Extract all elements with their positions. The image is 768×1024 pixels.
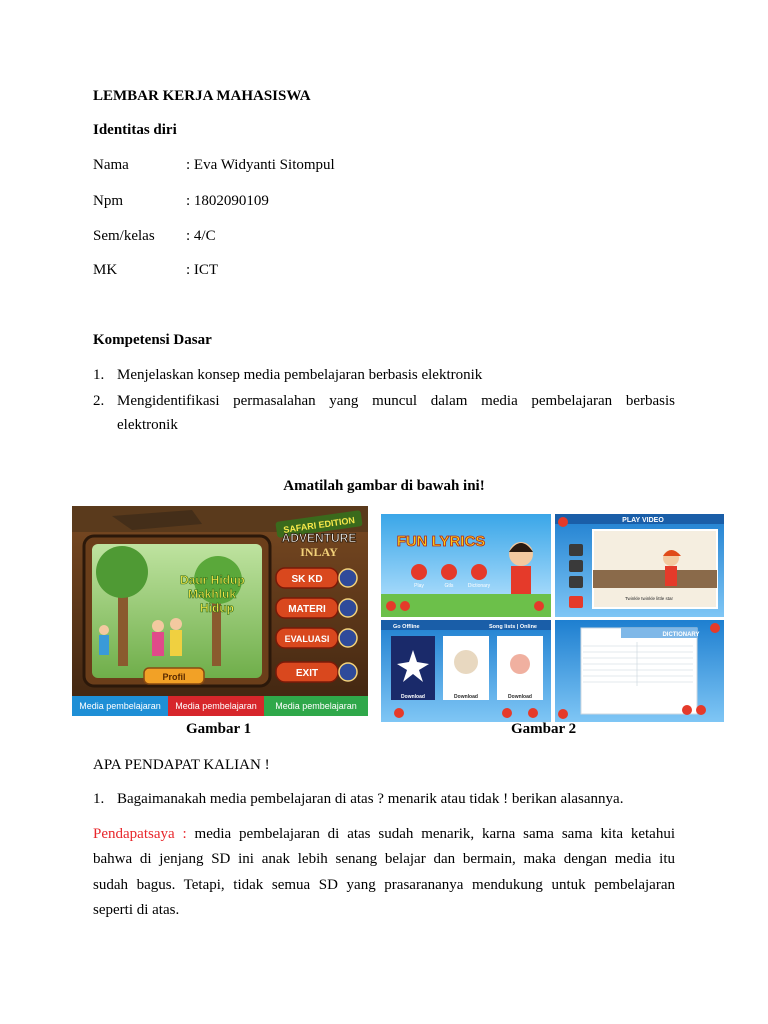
figure-2-illustration (381, 514, 724, 722)
figure-2-p3-tab-offline: Go Offline (393, 624, 420, 630)
identity-label-mk: MK (93, 262, 118, 278)
identity-value-nama: : Eva Widyanti Sitompul (186, 157, 335, 173)
kompetensi-text-2-line2: elektronik (117, 417, 178, 433)
question-title: APA PENDAPAT KALIAN ! (93, 757, 270, 773)
figure-2-p3-card-1: Download (401, 694, 425, 700)
figure-2-p1-btn-play: Play (414, 583, 424, 589)
figure-1-logo-sub: INLAY (300, 545, 338, 559)
identity-label-kelas: Sem/kelas (93, 228, 155, 244)
figure-2-panel-play-video (555, 514, 724, 617)
document-heading: LEMBAR KERJA MAHASISWA (93, 88, 311, 104)
figure-2-caption: Gambar 2 (511, 721, 577, 737)
figure-2-panel-dictionary (555, 620, 724, 722)
figure-1-menu-exit-label: EXIT (295, 668, 319, 679)
kompetensi-text-1: Menjelaskan konsep media pembelajaran berbasis elektronik (117, 367, 483, 383)
figure-2-p2-title: PLAY VIDEO (622, 517, 664, 524)
figure-2-image (381, 514, 724, 722)
figure-2-p1-btn-dictionary: Dictionary (467, 583, 491, 589)
figure-1-screen-title-1: Daur Hidup (180, 573, 245, 587)
figure-1-logo-top: SAFARI EDITION (282, 515, 356, 535)
figure-1-menu-materi-label: MATERI (288, 604, 326, 615)
figure-2-p2-subtitle: Twinkle twinkle little star (624, 596, 674, 601)
figure-2-p1-title: FUN LYRICS (396, 533, 486, 550)
figure-1-bar-label-1: Media pembelajaran (79, 701, 161, 711)
figure-1-profil-label: Profil (162, 672, 186, 682)
identity-value-kelas: : 4/C (186, 228, 216, 244)
figure-1-illustration (72, 506, 368, 716)
kompetensi-title: Kompetensi Dasar (93, 332, 212, 348)
figure-1-logo-main: ADVENTURE (281, 531, 357, 545)
identity-label-npm: Npm (93, 193, 123, 209)
figure-2-p3-card-2: Download (454, 694, 478, 700)
figure-2-panel-fun-lyrics (381, 514, 551, 617)
figure-2-p1-btn-gtls: Gtls (444, 583, 454, 589)
answer-line-1-text: media pembelajaran di atas sudah menarik, karna sama sama kita ketahui (194, 826, 675, 842)
figure-1-screen-title-2: Makhluk (188, 587, 237, 601)
kompetensi-num-1: 1. (93, 367, 105, 383)
kompetensi-num-2: 2. (93, 393, 105, 409)
answer-label: Pendapatsaya : (93, 826, 187, 842)
answer-line-1 (93, 826, 675, 843)
identity-title: Identitas diri (93, 122, 177, 138)
figure-1-caption: Gambar 1 (186, 721, 252, 737)
identity-value-mk: : ICT (186, 262, 219, 278)
figure-1-menu-skkd-label: SK KD (291, 574, 323, 585)
figure-2-p3-card-3: Download (508, 694, 532, 700)
figure-2-panel-song-list (381, 620, 551, 722)
figure-2-p4-title: DICTIONARY (662, 632, 700, 638)
identity-label-nama: Nama (93, 157, 129, 173)
figure-1-screen-title-3: Hidup (200, 601, 234, 615)
answer-line-4: seperti di atas. (93, 902, 180, 918)
answer-line-2: bahwa di jenjang SD ini anak lebih senang belajar dan bermain, maka dengan media itu (93, 851, 675, 867)
question-1-num: 1. (93, 791, 105, 807)
observe-instruction: Amatilah gambar di bawah ini! (283, 478, 485, 494)
answer-line-3: sudah bagus. Tetapi, tidak semua SD yang prasarananya mendukung untuk pembelajaran (93, 877, 675, 893)
figure-1-image (72, 506, 368, 716)
identity-value-npm: : 1802090109 (186, 193, 269, 209)
figure-1-menu-evaluasi-label: EVALUASI (284, 634, 330, 644)
question-1-text: Bagaimanakah media pembelajaran di atas ? menarik atau tidak ! berikan alasannya. (117, 791, 624, 807)
figure-1-bar-label-3: Media pembelajaran (275, 701, 357, 711)
figure-2-p3-tab-online: Song lists | Online (489, 624, 537, 630)
figure-1-bar-label-2: Media pembelajaran (175, 701, 257, 711)
kompetensi-text-2-line1: Mengidentifikasi permasalahan yang muncul dalam media pembelajaran berbasis (117, 393, 675, 409)
